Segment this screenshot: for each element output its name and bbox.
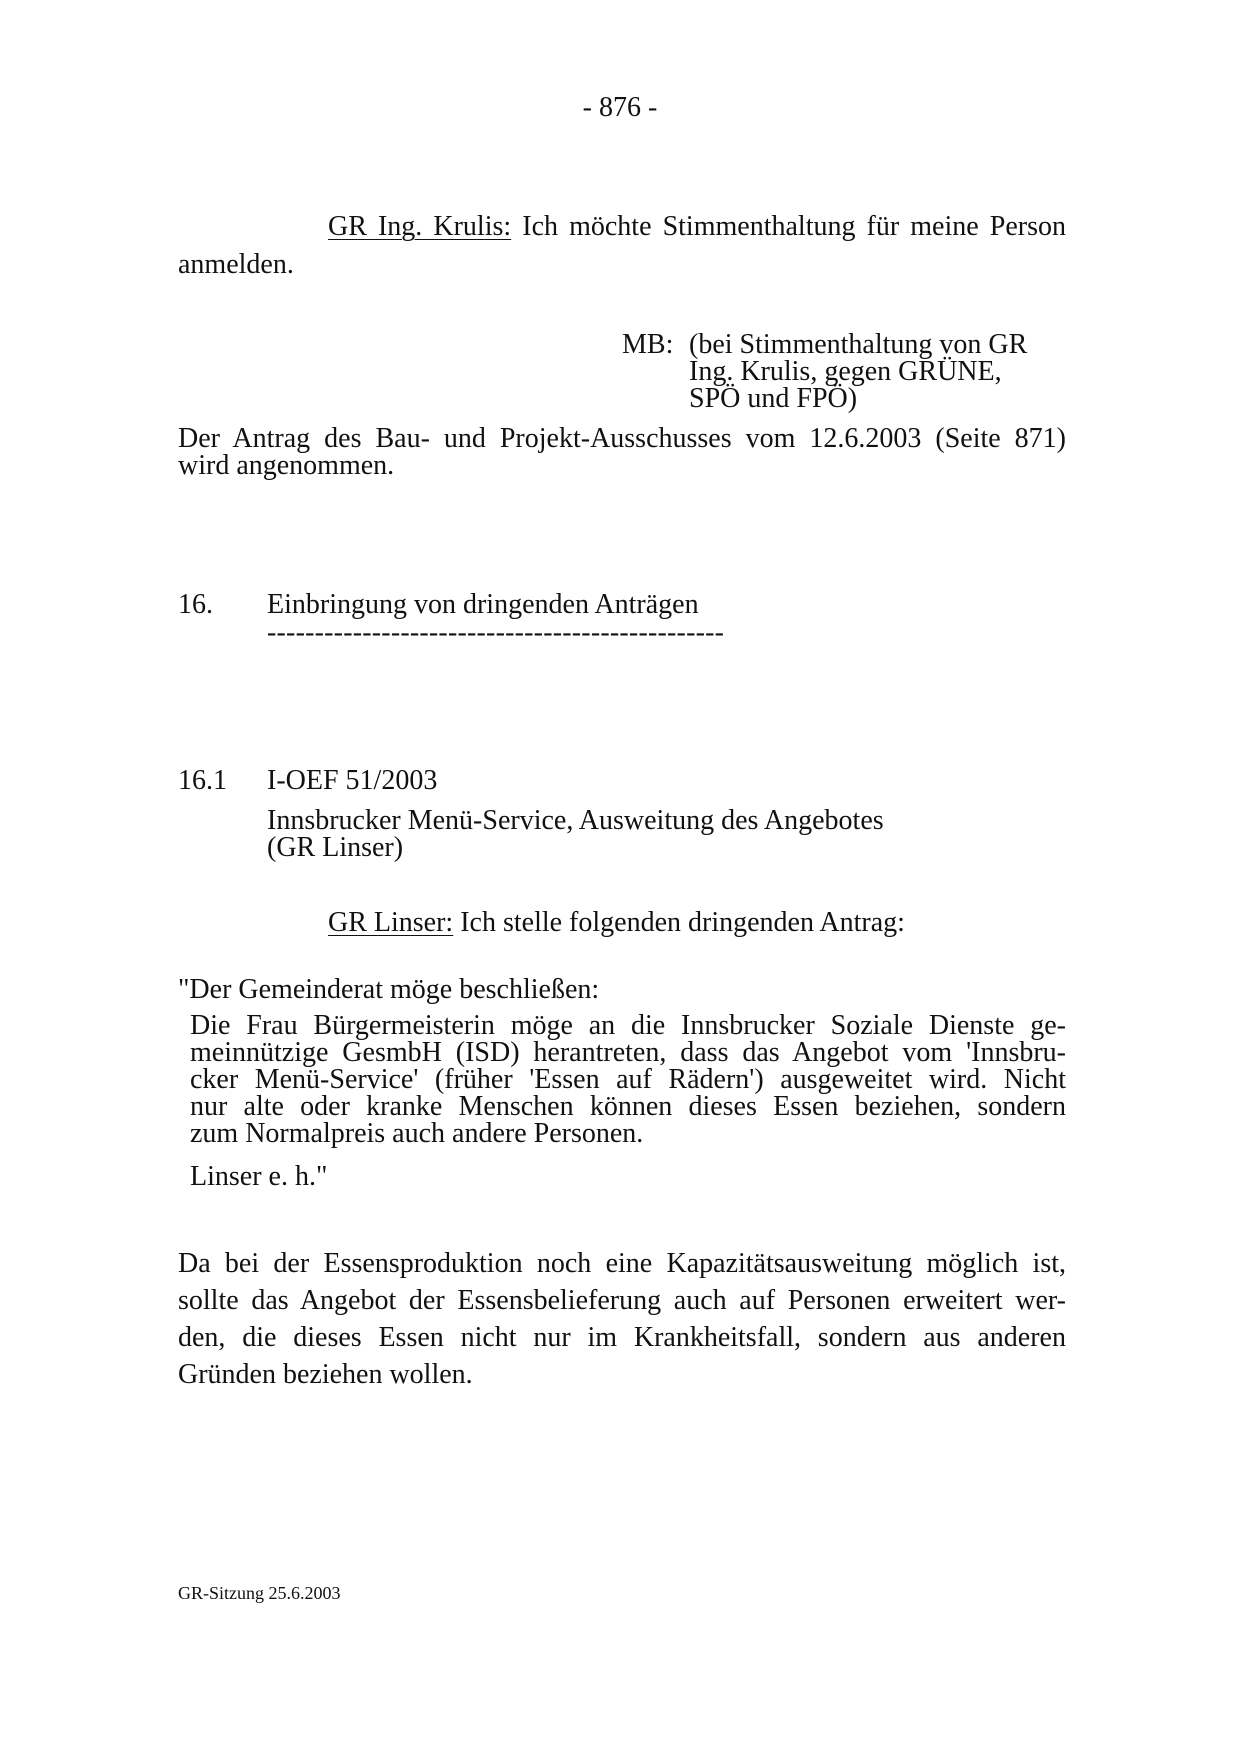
motion-intro: "Der Gemeinderat möge beschließen: — [178, 974, 600, 1005]
section-16-title: Einbringung von dringenden Anträgen — [267, 589, 699, 620]
vote-line-3: SPÖ und FPÖ) — [689, 383, 858, 414]
section-16-1-ref: I-OEF 51/2003 — [267, 765, 438, 796]
motion-signature: Linser e. h." — [190, 1161, 328, 1192]
speaker-krulis: GR Ing. Krulis: — [328, 211, 512, 242]
motion-accepted-line2: wird angenommen. — [178, 450, 395, 481]
linser-statement — [328, 907, 905, 939]
page-number: - 876 - — [582, 92, 658, 123]
vote-label: MB: — [622, 329, 674, 360]
justification-line-3: den, die dieses Essen nicht nur im Krankheitsfall, sondern aus anderen — [178, 1322, 1066, 1353]
motion-line-5: zum Normalpreis auch andere Personen. — [190, 1118, 644, 1149]
section-16-1-heading — [267, 807, 884, 861]
speaker-linser: GR Linser: — [328, 907, 454, 938]
motion-line-3: cker Menü-Service' (früher 'Essen auf Rädern') ausgeweitet wird. Nicht — [190, 1064, 1066, 1095]
krulis-statement — [178, 211, 1066, 281]
justification-line-2: sollte das Angebot der Essensbelieferung auch auf Personen erweitert wer- — [178, 1285, 1066, 1316]
motion-line-2: meinnützige GesmbH (ISD) herantreten, dass das Angebot vom 'Innsbru- — [190, 1037, 1066, 1068]
justification — [178, 1245, 1066, 1393]
motion-accepted — [178, 425, 1066, 479]
krulis-text-line1: Ich möchte Stimmenthaltung für meine Person — [511, 211, 1066, 242]
section-16-rule: ------------------------------------------------ — [267, 617, 725, 648]
footer: GR-Sitzung 25.6.2003 — [178, 1583, 341, 1603]
section-16-1-number: 16.1 — [178, 765, 227, 796]
motion-accepted-line1: Der Antrag des Bau- und Projekt-Ausschusses vom 12.6.2003 (Seite 871) — [178, 423, 1066, 454]
krulis-statement-line1 — [178, 211, 1066, 243]
motion-line-1: Die Frau Bürgermeisterin möge an die Innsbrucker Soziale Dienste ge- — [190, 1010, 1066, 1041]
section-16-number: 16. — [178, 589, 213, 620]
justification-line-1: Da bei der Essensproduktion noch eine Kapazitätsausweitung möglich ist, — [178, 1248, 1066, 1279]
vote-line-2: Ing. Krulis, gegen GRÜNE, — [689, 356, 1002, 387]
justification-line-4: Gründen beziehen wollen. — [178, 1359, 473, 1390]
motion-body — [190, 1012, 1066, 1147]
vote-line-1: (bei Stimmenthaltung von GR — [689, 329, 1028, 360]
section-16-1-author: (GR Linser) — [267, 832, 404, 863]
section-16-1-title: Innsbrucker Menü-Service, Ausweitung des Angebotes — [267, 805, 884, 836]
linser-text: Ich stelle folgenden dringenden Antrag: — [453, 907, 905, 938]
motion-line-4: nur alte oder kranke Menschen können dieses Essen beziehen, sondern — [190, 1091, 1066, 1122]
krulis-text-line2: anmelden. — [178, 249, 294, 280]
